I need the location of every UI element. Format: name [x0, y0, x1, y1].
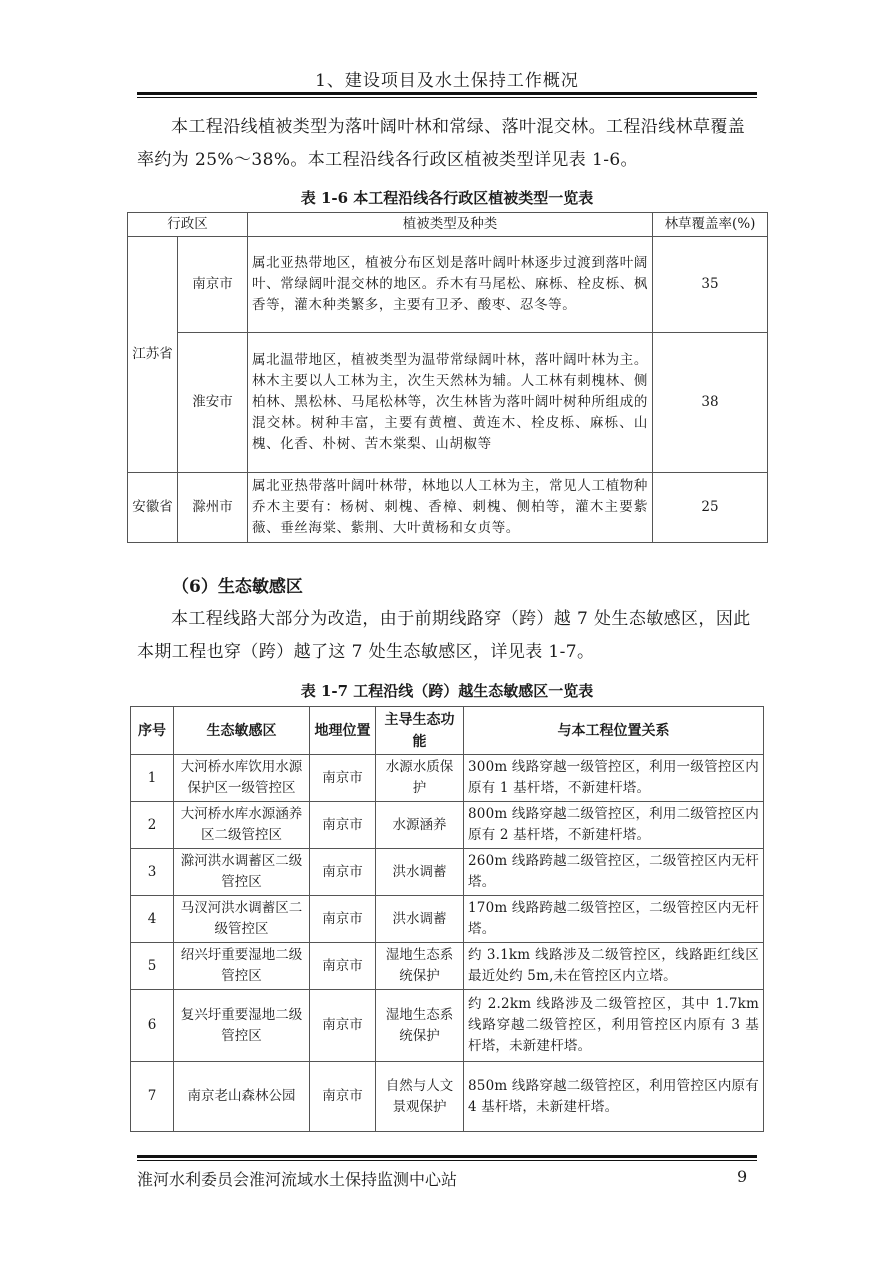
- sensitive-table-header: [131, 707, 764, 755]
- area-cell: 大河桥水库水源涵养区二级管控区: [174, 802, 310, 849]
- table-row: [131, 802, 764, 849]
- table-row: [131, 849, 764, 896]
- relation-cell: 约 3.1km 线路涉及二级管控区，线路距红线区最近处约 5m,未在管控区内立塔。: [464, 943, 764, 990]
- province-cell: 江苏省: [128, 237, 178, 473]
- vegetation-desc-cell: 属北温带地区，植被类型为温带常绿阔叶林，落叶阔叶林为主。林木主要以人工林为主，次生天然林为辅。人工林有刺槐林、侧柏林、黑松林、马尾松林等，次生林皆为落叶阔叶树种所组成的混交林。树种丰富，主要有黄檀、黄连木、栓皮栎、麻栎、山槐、化香、朴树、苦木棠梨、山胡椒等: [248, 333, 653, 473]
- footer-rule-thin: [137, 1160, 757, 1161]
- relation-cell: 260m 线路跨越二级管控区，二级管控区内无杆塔。: [464, 849, 764, 896]
- col-header-vegetation: 植被类型及种类: [248, 213, 653, 237]
- table-row: [131, 896, 764, 943]
- function-cell: 洪水调蓄: [376, 896, 464, 943]
- location-cell: 南京市: [310, 896, 376, 943]
- area-cell: 绍兴圩重要湿地二级管控区: [174, 943, 310, 990]
- row-number: 3: [131, 849, 174, 896]
- row-number: 4: [131, 896, 174, 943]
- col-header-area: 生态敏感区: [174, 707, 310, 755]
- table-row: [131, 990, 764, 1062]
- table-row: [131, 1062, 764, 1132]
- intro-line-2: 率约为 25%～38%。本工程沿线各行政区植被类型详见表 1-6。: [137, 150, 638, 170]
- page-number: 9: [737, 1167, 748, 1186]
- table-row: [128, 333, 768, 473]
- relation-cell: 约 2.2km 线路涉及二级管控区，其中 1.7km 线路穿越二级管控区，利用管控区内原有 3 基杆塔，未新建杆塔。: [464, 990, 764, 1062]
- footer-organization: 淮河水利委员会淮河流域水土保持监测中心站: [137, 1170, 458, 1189]
- coverage-cell: 38: [653, 333, 768, 473]
- city-cell: 南京市: [178, 237, 248, 333]
- section-heading: （6）生态敏感区: [172, 577, 303, 597]
- relation-cell: 800m 线路穿越二级管控区，利用二级管控区内原有 2 基杆塔，不新建杆塔。: [464, 802, 764, 849]
- vegetation-table-header: [128, 213, 768, 237]
- running-header: 1、建设项目及水土保持工作概况: [315, 71, 579, 91]
- col-header-coverage: 林草覆盖率(%): [653, 213, 768, 237]
- city-cell: 淮安市: [178, 333, 248, 473]
- header-rule-thin: [137, 97, 757, 98]
- table-1-7-caption: 表 1-7 工程沿线（跨）越生态敏感区一览表: [300, 682, 594, 700]
- section-line-1: 本工程线路大部分为改造，由于前期线路穿（跨）越 7 处生态敏感区，因此: [171, 609, 751, 629]
- footer-rule-thick: [137, 1155, 757, 1158]
- col-header-no: 序号: [131, 707, 174, 755]
- location-cell: 南京市: [310, 849, 376, 896]
- area-cell: 复兴圩重要湿地二级管控区: [174, 990, 310, 1062]
- location-cell: 南京市: [310, 802, 376, 849]
- row-number: 5: [131, 943, 174, 990]
- function-cell: 水源水质保护: [376, 755, 464, 802]
- coverage-cell: 35: [653, 237, 768, 333]
- relation-cell: 850m 线路穿越二级管控区，利用管控区内原有 4 基杆塔，未新建杆塔。: [464, 1062, 764, 1132]
- function-cell: 水源涵养: [376, 802, 464, 849]
- table-1-6-caption: 表 1-6 本工程沿线各行政区植被类型一览表: [300, 189, 594, 207]
- col-header-relation: 与本工程位置关系: [464, 707, 764, 755]
- row-number: 7: [131, 1062, 174, 1132]
- table-row: [128, 473, 768, 543]
- function-cell: 自然与人文景观保护: [376, 1062, 464, 1132]
- relation-cell: 300m 线路穿越一级管控区，利用一级管控区内原有 1 基杆塔，不新建杆塔。: [464, 755, 764, 802]
- section-paragraph: [137, 603, 757, 669]
- row-number: 6: [131, 990, 174, 1062]
- province-cell: 安徽省: [128, 473, 178, 543]
- location-cell: 南京市: [310, 1062, 376, 1132]
- row-number: 2: [131, 802, 174, 849]
- header-rule-thick: [137, 92, 757, 95]
- col-header-location: 地理位置: [310, 707, 376, 755]
- vegetation-desc-cell: 属北亚热带落叶阔叶林带，林地以人工林为主，常见人工植物种乔木主要有：杨树、刺槐、香樟、刺槐、侧柏等，灌木主要紫薇、垂丝海棠、紫荆、大叶黄杨和女贞等。: [248, 473, 653, 543]
- col-header-function: 主导生态功能: [376, 707, 464, 755]
- area-cell: 滁河洪水调蓄区二级管控区: [174, 849, 310, 896]
- col-header-region: 行政区: [128, 213, 248, 237]
- vegetation-desc-cell: 属北亚热带地区，植被分布区划是落叶阔叶林逐步过渡到落叶阔叶、常绿阔叶混交林的地区。乔木有马尾松、麻栎、栓皮栎、枫香等，灌木种类繁多，主要有卫矛、酸枣、忍冬等。: [248, 237, 653, 333]
- area-cell: 大河桥水库饮用水源保护区一级管控区: [174, 755, 310, 802]
- table-row: [128, 237, 768, 333]
- location-cell: 南京市: [310, 755, 376, 802]
- intro-paragraph: [137, 111, 757, 177]
- location-cell: 南京市: [310, 943, 376, 990]
- table-row: [131, 755, 764, 802]
- function-cell: 洪水调蓄: [376, 849, 464, 896]
- row-number: 1: [131, 755, 174, 802]
- section-line-2: 本期工程也穿（跨）越了这 7 处生态敏感区，详见表 1-7。: [137, 642, 595, 662]
- location-cell: 南京市: [310, 990, 376, 1062]
- function-cell: 湿地生态系统保护: [376, 943, 464, 990]
- area-cell: 南京老山森林公园: [174, 1062, 310, 1132]
- function-cell: 湿地生态系统保护: [376, 990, 464, 1062]
- area-cell: 马汊河洪水调蓄区二级管控区: [174, 896, 310, 943]
- vegetation-table: [127, 212, 768, 543]
- table-row: [131, 943, 764, 990]
- relation-cell: 170m 线路跨越二级管控区，二级管控区内无杆塔。: [464, 896, 764, 943]
- sensitive-areas-table: [130, 706, 764, 1132]
- coverage-cell: 25: [653, 473, 768, 543]
- city-cell: 滁州市: [178, 473, 248, 543]
- intro-line-1: 本工程沿线植被类型为落叶阔叶林和常绿、落叶混交林。工程沿线林草覆盖: [171, 117, 746, 137]
